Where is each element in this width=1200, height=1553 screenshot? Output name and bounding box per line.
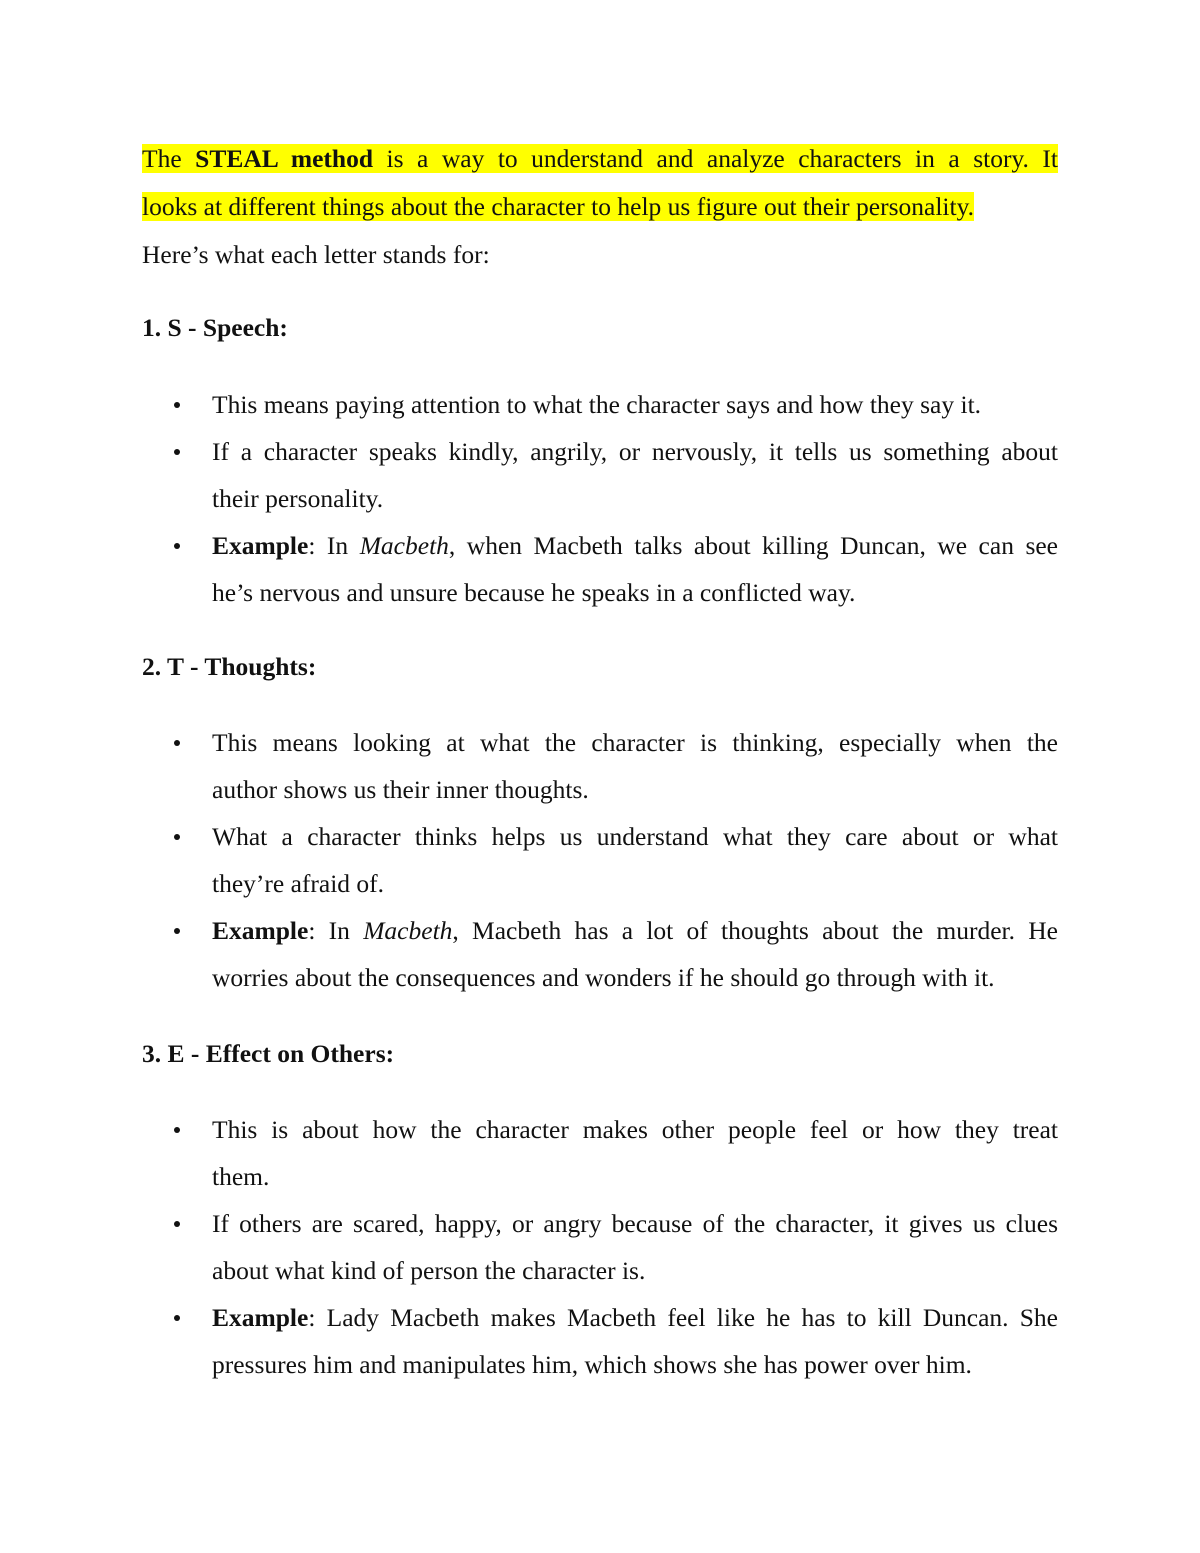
bullet-text: : Lady Macbeth makes Macbeth feel like he has to kill Duncan. She — [308, 1303, 1058, 1332]
bullet-icon — [174, 928, 180, 934]
bullet-text: about what kind of person the character is. — [212, 1256, 646, 1285]
bullet-icon — [174, 1127, 180, 1133]
bullet-icon — [174, 834, 180, 840]
bullet-text: This is about how the character makes other people feel or how they treat — [212, 1115, 1058, 1144]
highlighted-text: looks at different things about the character to help us figure out their personality. — [142, 192, 975, 221]
bullet-icon — [174, 1315, 180, 1321]
bullet-text: they’re afraid of. — [212, 869, 385, 898]
bullet-icon — [174, 740, 180, 746]
example-label: Example — [212, 531, 309, 560]
bullet-text: pressures him and manipulates him, which shows she has power over him. — [212, 1350, 972, 1379]
bullet-text: This means paying attention to what the character says and how they say it. — [212, 390, 982, 419]
work-title: Macbeth — [363, 916, 453, 945]
bullet-text: , when Macbeth talks about killing Duncan, we can see — [448, 531, 1058, 560]
intro-line-3: Here’s what each letter stands for: — [142, 240, 490, 269]
bullet-text — [212, 1294, 1058, 1341]
bullet-text: This means looking at what the character is thinking, especially when the — [212, 728, 1058, 757]
example-label: Example — [212, 916, 309, 945]
bullet-text: If a character speaks kindly, angrily, or nervously, it tells us something about — [212, 437, 1058, 466]
list-item — [142, 1294, 1058, 1388]
bullet-text: them. — [212, 1162, 270, 1191]
bullet-text — [212, 907, 1058, 954]
bullet-text: , Macbeth has a lot of thoughts about the murder. He — [452, 916, 1059, 945]
intro-line-1 — [142, 135, 1058, 183]
work-title: Macbeth — [359, 531, 449, 560]
bullet-text: he’s nervous and unsure because he speaks in a conflicted way. — [212, 578, 856, 607]
section-heading-thoughts: 2. T - Thoughts: — [142, 652, 317, 681]
section-heading-effect-on-others: 3. E - Effect on Others: — [142, 1039, 395, 1068]
bullet-text: author shows us their inner thoughts. — [212, 775, 589, 804]
section-heading-speech: 1. S - Speech: — [142, 313, 288, 342]
bullet-text — [212, 522, 1058, 569]
example-label: Example — [212, 1303, 309, 1332]
intro-paragraph — [142, 135, 1058, 279]
intro-line-2 — [142, 183, 1058, 231]
bullet-icon — [174, 402, 180, 408]
list-item — [142, 1200, 1058, 1294]
list-item — [142, 428, 1058, 522]
list-item — [142, 522, 1058, 616]
list-item — [142, 1106, 1058, 1200]
highlight — [142, 144, 1058, 173]
speech-bullet-list — [142, 381, 1058, 616]
list-item — [142, 813, 1058, 907]
intro-text: is a way to understand and analyze characters in a story. It — [373, 144, 1058, 173]
intro-text: The — [142, 144, 196, 173]
bullet-text: What a character thinks helps us understand what they care about or what — [212, 822, 1058, 851]
bullet-text: : In — [308, 916, 364, 945]
bullet-text: their personality. — [212, 484, 384, 513]
thoughts-bullet-list — [142, 719, 1058, 1001]
steal-method-term: STEAL method — [195, 144, 374, 173]
list-item — [142, 719, 1058, 813]
bullet-icon — [174, 449, 180, 455]
list-item — [142, 907, 1058, 1001]
bullet-text: If others are scared, happy, or angry because of the character, it gives us clues — [212, 1209, 1058, 1238]
list-item — [142, 381, 1058, 428]
bullet-text: : In — [308, 531, 360, 560]
bullet-icon — [174, 543, 180, 549]
effect-bullet-list — [142, 1106, 1058, 1388]
bullet-text: worries about the consequences and wonders if he should go through with it. — [212, 963, 995, 992]
bullet-icon — [174, 1221, 180, 1227]
